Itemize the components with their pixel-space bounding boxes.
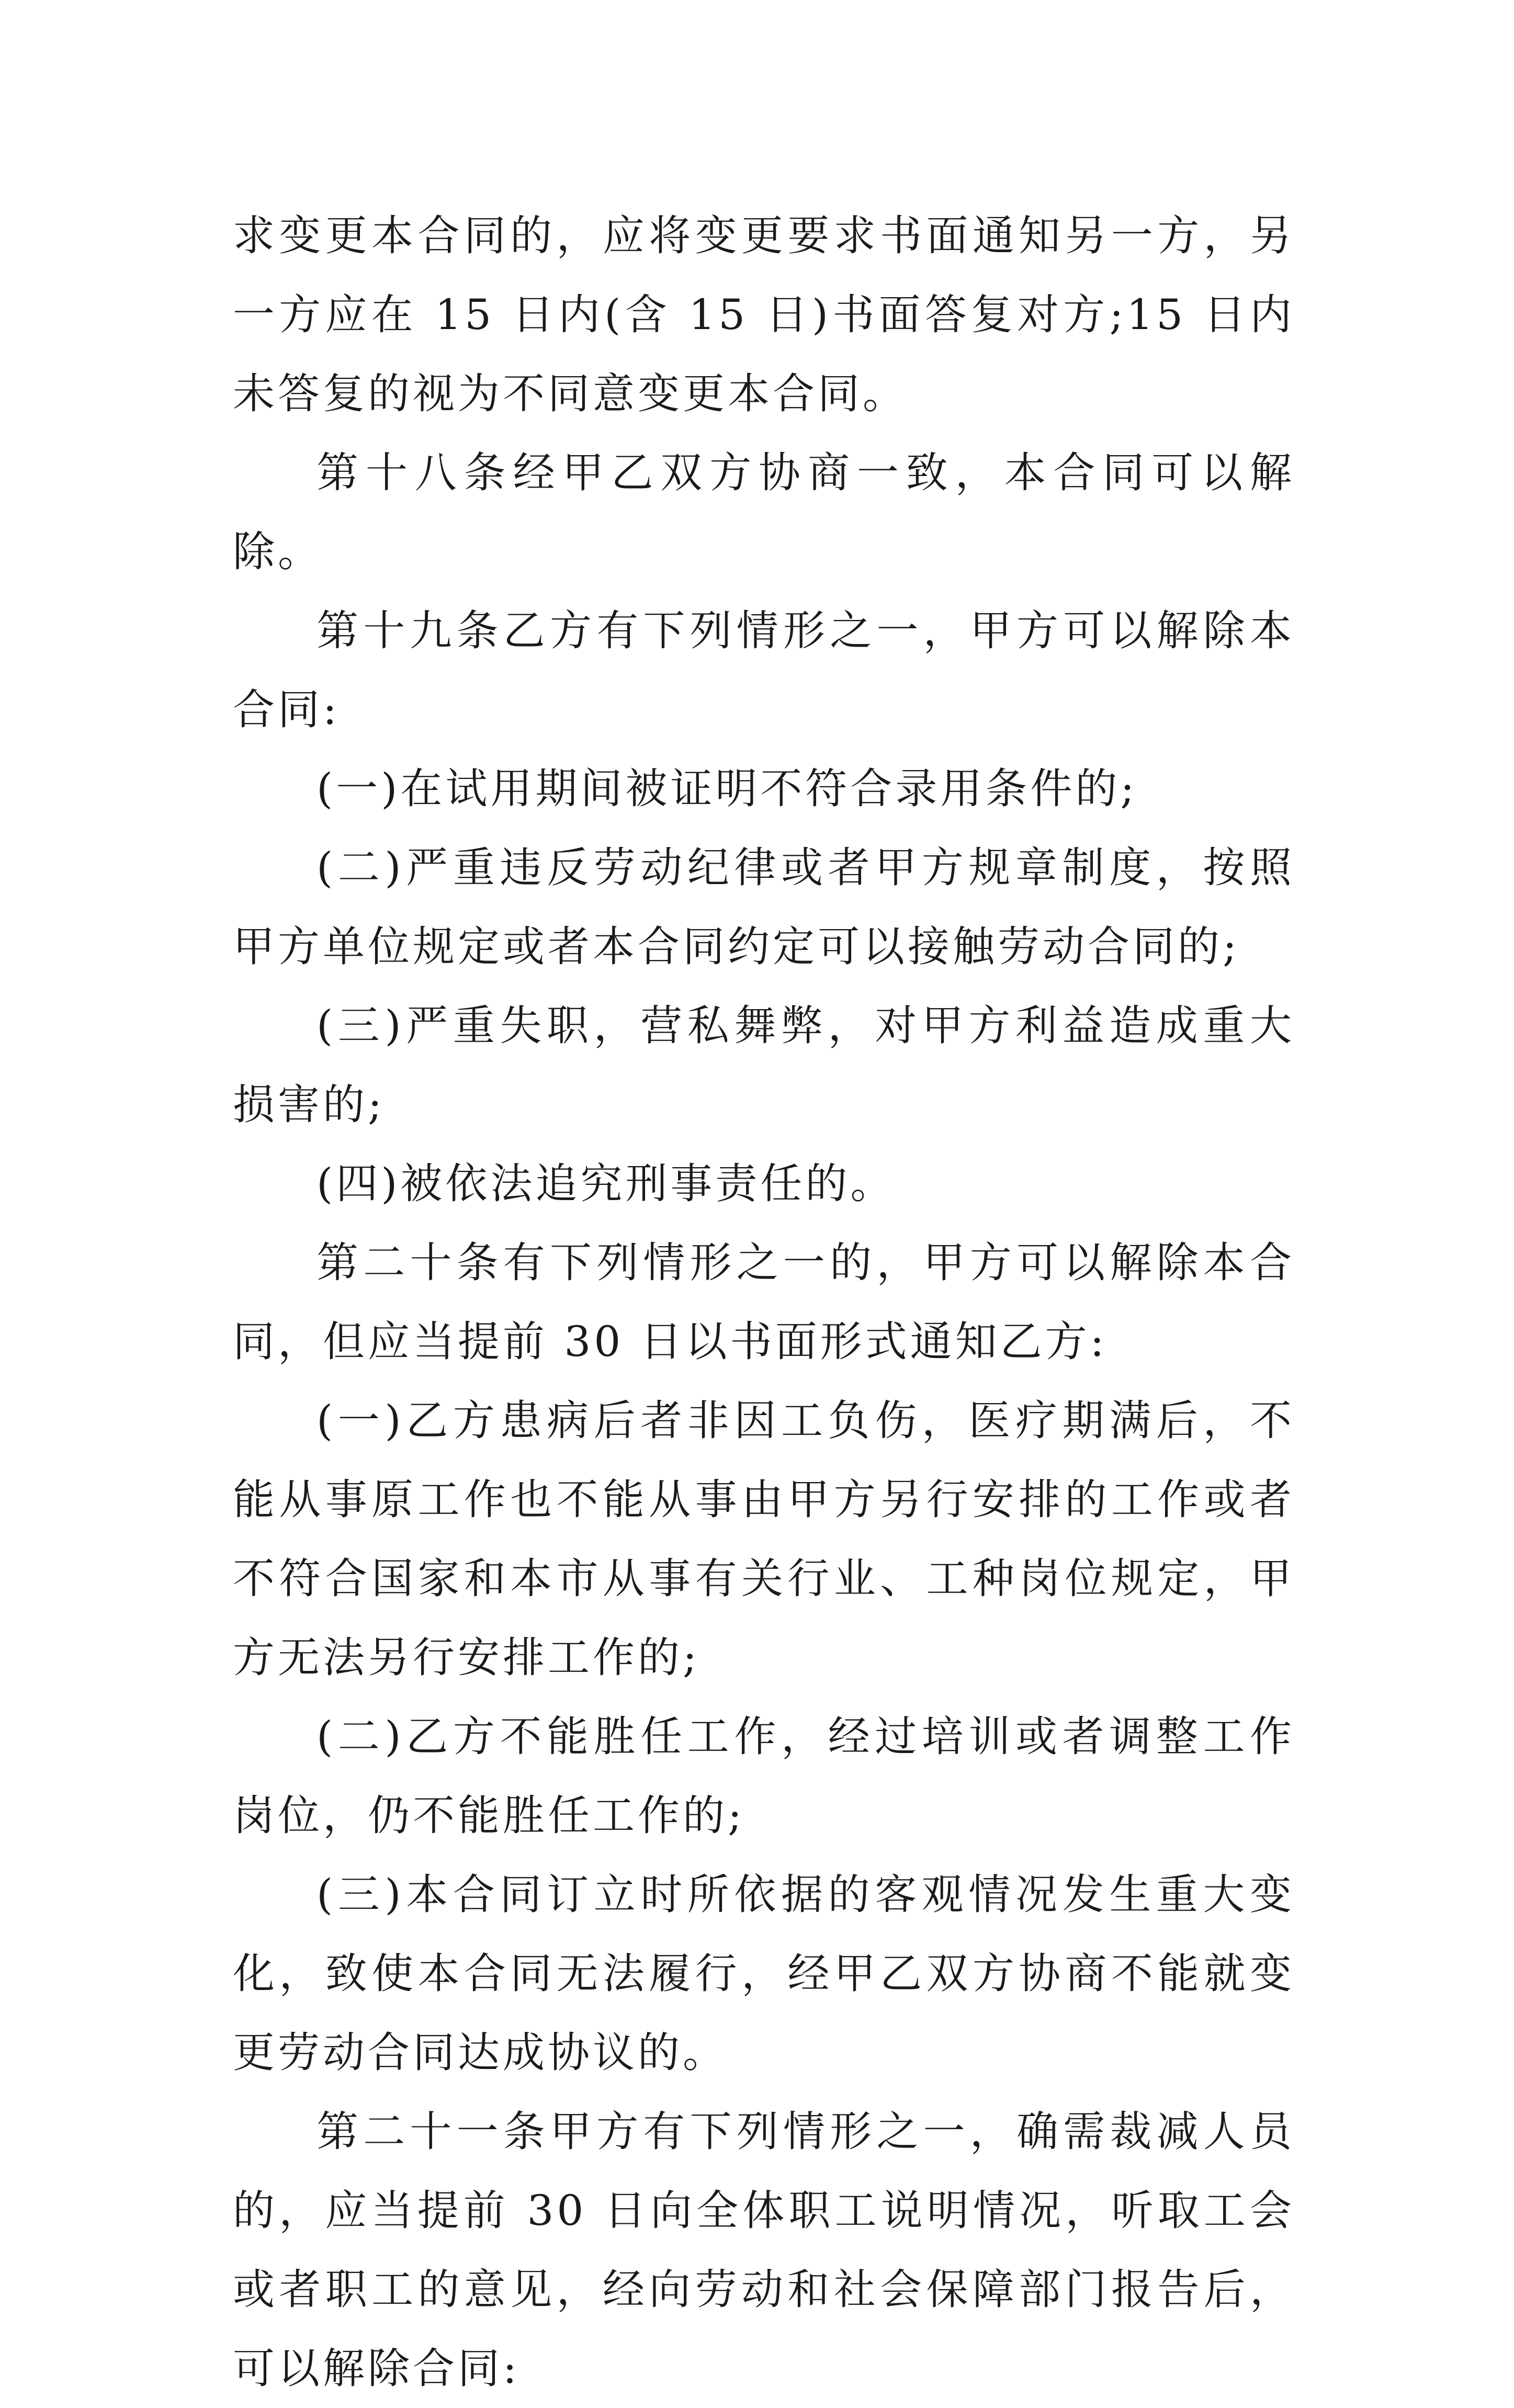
article-21: 第二十一条甲方有下列情形之一，确需裁减人员的，应当提前 30 日向全体职工说明情况，听取工会或者职工的意见，经向劳动和社会保障部门报告后，可以解除合同: [233, 2107, 1295, 2393]
article-18: 第十八条经甲乙双方协商一致，本合同可以解除。 [233, 448, 1295, 576]
article-20-item-2: (二)乙方不能胜任工作，经过培训或者调整工作岗位，仍不能胜任工作的; [233, 1712, 1295, 1840]
article-19-item-3: (三)严重失职，营私舞弊，对甲方利益造成重大损害的; [233, 1001, 1295, 1129]
paragraph-continuation: 求变更本合同的，应将变更要求书面通知另一方，另一方应在 15 日内(含 15 日)书面答复对方;15 日内未答复的视为不同意变更本合同。 [233, 211, 1295, 418]
article-19-item-1: (一)在试用期间被证明不符合录用条件的; [317, 764, 1138, 813]
article-19-item-4: (四)被依法追究刑事责任的。 [317, 1159, 896, 1208]
article-19: 第十九条乙方有下列情形之一，甲方可以解除本合同: [233, 606, 1295, 734]
document-body [233, 196, 1295, 2408]
article-20-item-1: (一)乙方患病后者非因工负伤，医疗期满后，不能从事原工作也不能从事由甲方另行安排的工作或者不符合国家和本市从事有关行业、工种岗位规定，甲方无法另行安排工作的; [233, 1396, 1295, 1682]
article-20-item-3: (三)本合同订立时所依据的客观情况发生重大变化，致使本合同无法履行，经甲乙双方协商不能就变更劳动合同达成协议的。 [233, 1870, 1295, 2077]
article-19-item-2: (二)严重违反劳动纪律或者甲方规章制度，按照甲方单位规定或者本合同约定可以接触劳动合同的; [233, 843, 1295, 971]
article-20: 第二十条有下列情形之一的，甲方可以解除本合同，但应当提前 30 日以书面形式通知乙方: [233, 1238, 1295, 1366]
